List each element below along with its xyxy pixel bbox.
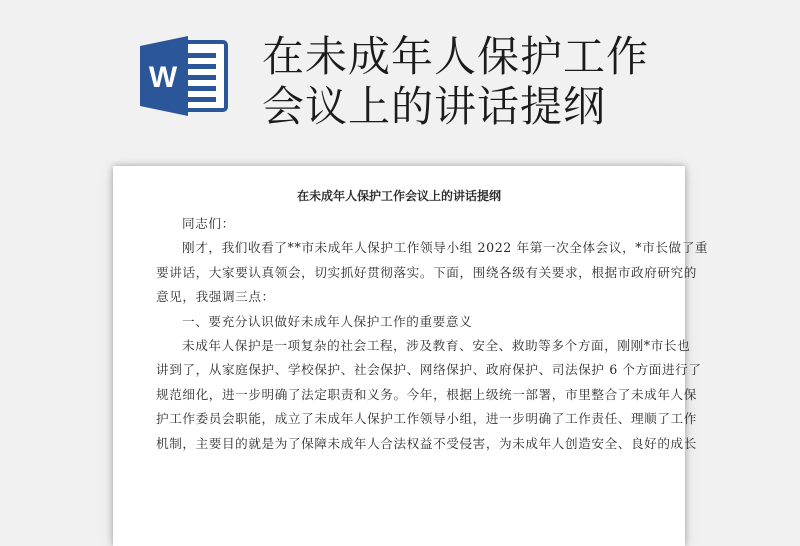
paragraph-2-line: 护工作委员会职能，成立了未成年人保护工作领导小组，进一步明确了工作责任、理顺了工作 xyxy=(156,411,697,427)
section-heading-1: 一、要充分认识做好未成年人保护工作的重要意义 xyxy=(182,313,473,329)
banner-title-line-2: 会议上的讲话提纲 xyxy=(262,82,607,131)
paragraph-1 xyxy=(156,236,709,309)
document-title: 在未成年人保护工作会议上的讲话提纲 xyxy=(296,189,501,203)
preview-banner xyxy=(0,0,800,150)
paragraph-1-line: 要讲话，大家要认真领会，切实抓好贯彻落实。下面，围绕各级有关要求，根据市政府研究的 xyxy=(156,264,697,280)
paragraph-2-line: 机制，主要目的就是为了保障未成年人合法权益不受侵害，为未成年人创造安全、良好的成长 xyxy=(156,435,697,451)
paragraph-1-line: 刚才，我们收看了**市未成年人保护工作领导小组 2022 年第一次全体会议，*市长做了重 xyxy=(182,240,709,256)
svg-text:W: W xyxy=(148,61,178,94)
document-body xyxy=(156,186,709,456)
word-document-icon xyxy=(138,34,230,118)
document-page xyxy=(113,166,709,546)
document-greeting: 同志们： xyxy=(182,216,235,231)
paragraph-1-line: 意见，我强调三点： xyxy=(156,289,275,305)
paragraph-2-line: 规范细化，进一步明确了法定职责和义务。今年，根据上级统一部署，市里整合了未成年人保 xyxy=(156,386,697,402)
paragraph-2-line: 讲到了，从家庭保护、学校保护、社会保护、网络保护、政府保护、司法保护 6 个方面进行了 xyxy=(156,362,702,378)
paragraph-2 xyxy=(156,334,702,456)
banner-title-line-1: 在未成年人保护工作 xyxy=(262,32,650,81)
banner-title xyxy=(262,32,782,132)
paragraph-2-line: 未成年人保护是一项复杂的社会工程，涉及教育、安全、救助等多个方面，刚刚*市长也 xyxy=(182,338,691,354)
